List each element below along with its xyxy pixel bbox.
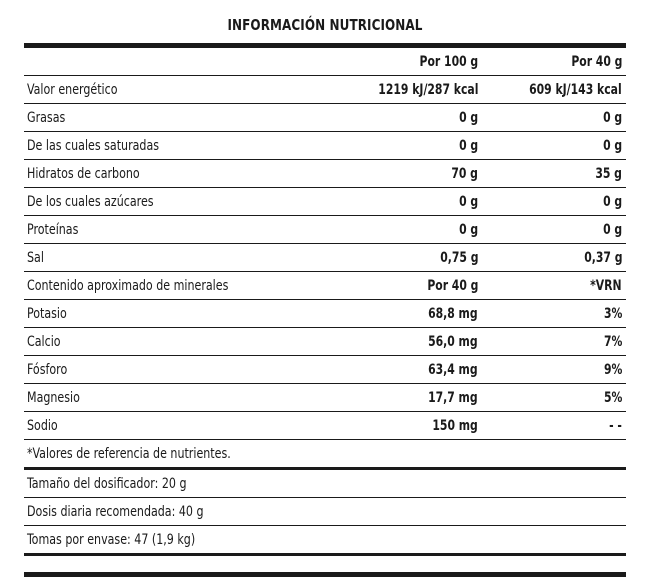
row-value-per-100g: 63,4 mg	[428, 362, 478, 378]
row-value-per-40g: 0 g	[602, 110, 622, 126]
table-row	[24, 244, 626, 272]
row-value-per-40g: 609 kJ/143 kcal	[529, 82, 622, 98]
table-row	[24, 160, 626, 188]
row-label: Potasio	[27, 306, 67, 322]
row-value-per-100g: 0 g	[458, 138, 478, 154]
table-row	[24, 76, 626, 104]
row-value-per-100g: 0 g	[458, 222, 478, 238]
table-row	[24, 132, 626, 160]
column-header-per-40g: Por 40 g	[570, 54, 622, 70]
row-label: Fósforo	[27, 362, 68, 378]
row-value-per-40g: 3%	[603, 306, 622, 322]
header-row	[24, 48, 626, 76]
footnote-row	[24, 440, 626, 470]
row-value-per-100g: 0 g	[458, 110, 478, 126]
row-value-per-40g: - -	[609, 418, 622, 434]
row-value-per-100g: 1219 kJ/287 kcal	[377, 82, 478, 98]
row-label: Calcio	[27, 334, 61, 350]
extra-info-row	[24, 470, 626, 498]
row-value-per-40g: 9%	[603, 362, 622, 378]
row-value-per-40g: 7%	[603, 334, 622, 350]
row-value-per-40g: 0 g	[602, 194, 622, 210]
table-row	[24, 104, 626, 132]
servings-per-container-text: Tomas por envase: 47 (1,9 kg)	[27, 532, 196, 548]
row-value-per-100g: 150 mg	[432, 418, 478, 434]
row-label: Valor energético	[27, 82, 118, 98]
row-value-per-100g: 70 g	[451, 166, 478, 182]
row-value-per-40g: *VRN	[590, 278, 622, 294]
extra-info-row	[24, 498, 626, 526]
column-header-per-100g: Por 100 g	[419, 54, 478, 70]
row-value-per-40g: 0,37 g	[583, 250, 622, 266]
row-value-per-40g: 0 g	[602, 222, 622, 238]
table-row	[24, 356, 626, 384]
minerals-header-row	[24, 272, 626, 300]
table-row	[24, 300, 626, 328]
nutrition-table	[24, 43, 626, 556]
row-value-per-100g: 68,8 mg	[428, 306, 478, 322]
row-label: Contenido aproximado de minerales	[27, 278, 229, 294]
table-title: INFORMACIÓN NUTRICIONAL	[227, 16, 423, 34]
bottom-rule	[24, 572, 626, 577]
extra-info-row	[24, 526, 626, 556]
row-value-per-100g: 0,75 g	[439, 250, 478, 266]
row-label: Grasas	[27, 110, 66, 126]
row-value-per-100g: 17,7 mg	[428, 390, 478, 406]
table-row	[24, 188, 626, 216]
row-value-per-40g: 35 g	[595, 166, 622, 182]
row-value-per-40g: 5%	[603, 390, 622, 406]
row-value-per-100g: 56,0 mg	[428, 334, 478, 350]
table-row	[24, 412, 626, 440]
row-value-per-100g: Por 40 g	[426, 278, 478, 294]
row-label: Magnesio	[27, 390, 80, 406]
table-row	[24, 384, 626, 412]
row-label: De los cuales azúcares	[27, 194, 154, 210]
dispenser-size-text: Tamaño del dosificador: 20 g	[27, 476, 187, 492]
row-label: Sal	[27, 250, 44, 266]
table-row	[24, 216, 626, 244]
row-value-per-100g: 0 g	[458, 194, 478, 210]
row-label: Proteínas	[27, 222, 79, 238]
daily-dose-text: Dosis diaria recomendada: 40 g	[27, 504, 204, 520]
row-value-per-40g: 0 g	[602, 138, 622, 154]
footnote-text: *Valores de referencia de nutrientes.	[27, 446, 231, 462]
row-label: Sodio	[27, 418, 58, 434]
table-row	[24, 328, 626, 356]
row-label: Hidratos de carbono	[27, 166, 140, 182]
row-label: De las cuales saturadas	[27, 138, 160, 154]
